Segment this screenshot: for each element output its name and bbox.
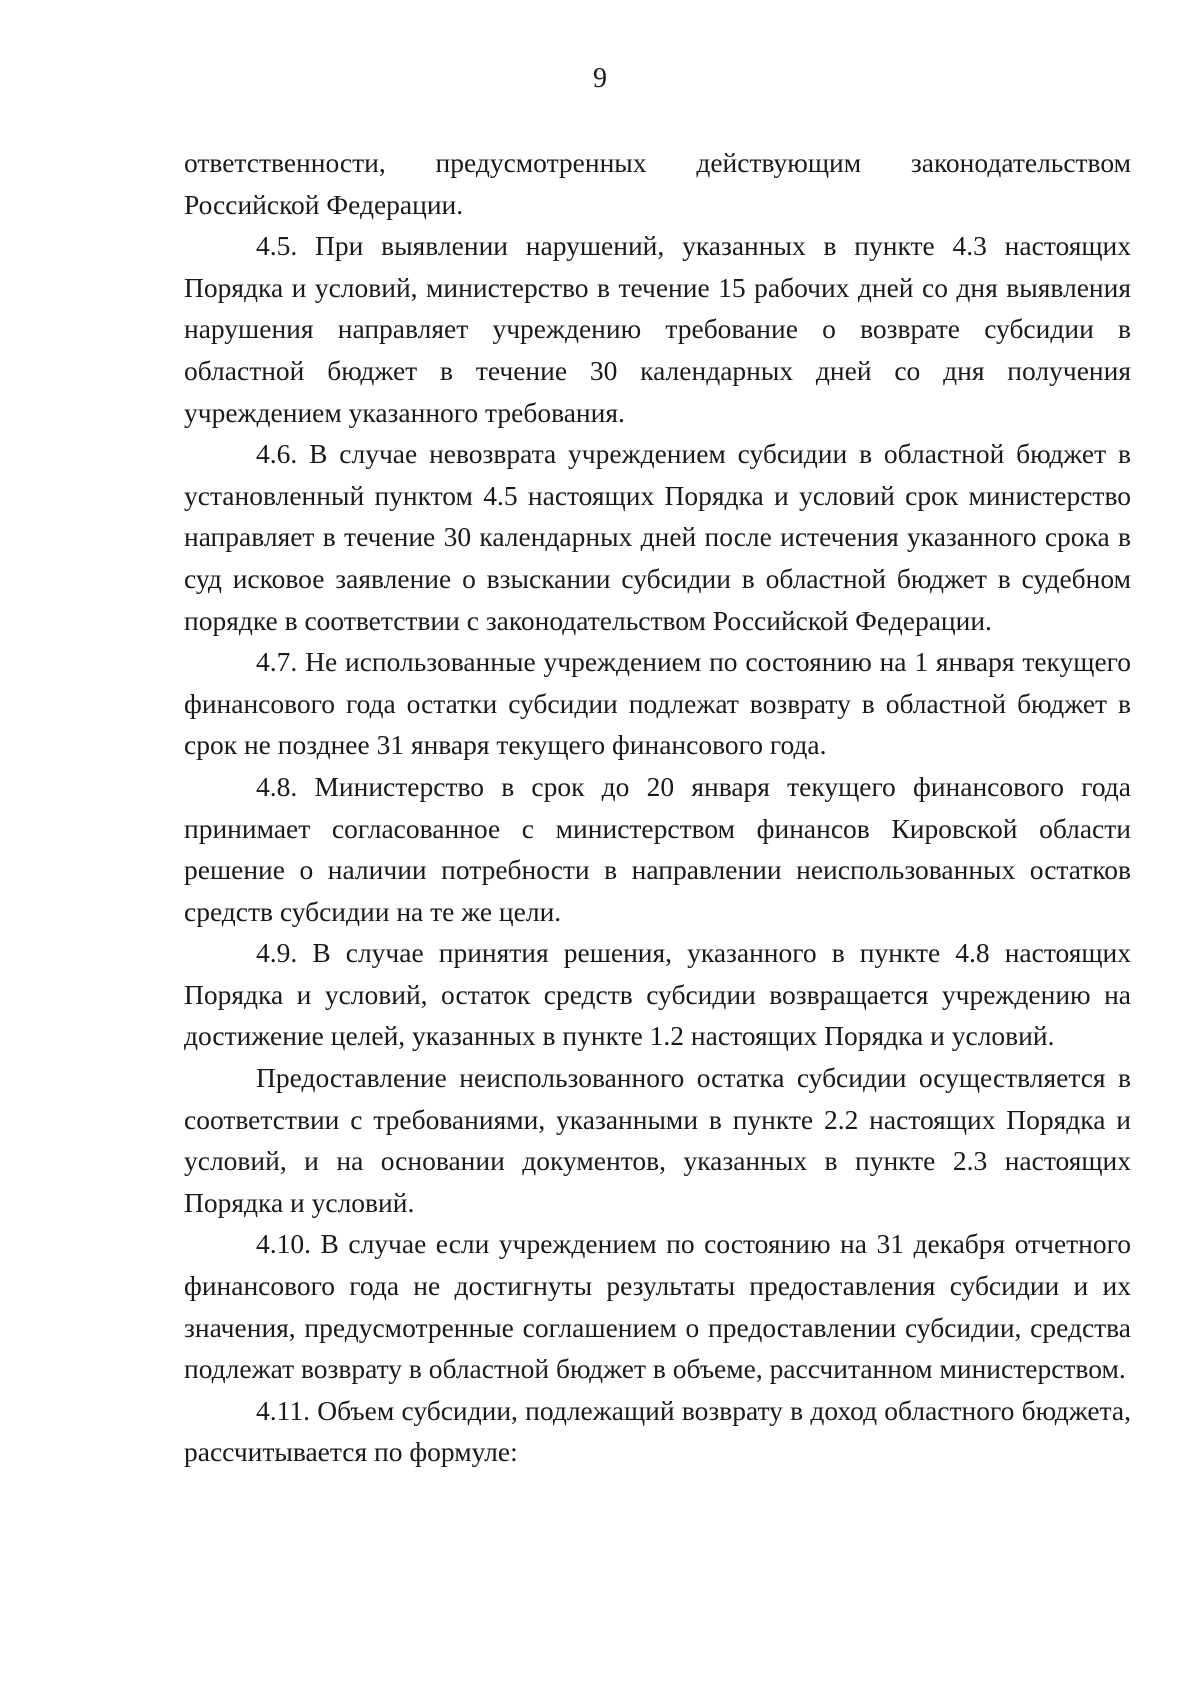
text-line: направляет в течение 30 календарных дней после истечения указанного срока <box>184 521 1110 553</box>
text-line: учреждением указанного требования. <box>184 396 625 428</box>
text-line: порядке в соответствии с законодательством Российской Федерации. <box>184 604 992 636</box>
paragraph-4-8 <box>184 766 1131 932</box>
text-line: 4.7. Не использованные учреждением по состоянию на 1 января <box>256 646 1015 678</box>
text-line: финансового года не достигнуты результаты предоставления субсидии и их <box>184 1270 1131 1302</box>
text-line: средства подлежат возврату в областной бюджет в объеме, рассчитанном <box>184 1311 1131 1385</box>
paragraph-unused-remainder <box>184 1057 1131 1223</box>
text-line: ответственности, предусмотренных действующим законодательством <box>184 147 1131 178</box>
paragraph-4-6 <box>184 433 1131 641</box>
text-line: условий, и на основании документов, указанных в пункте 2.3 настоящих <box>184 1145 1131 1177</box>
text-line: Российской Федерации. <box>184 188 464 220</box>
text-line: значения, предусмотренные соглашением о предоставлении субсидии, <box>184 1311 1022 1343</box>
paragraph-4-7 <box>184 641 1131 766</box>
text-line: текущего финансового года остатки субсидии подлежат возврату в областной <box>184 646 1131 719</box>
text-line: министерством. <box>939 1353 1126 1385</box>
text-line: 4.6. В случае невозврата учреждением субсидии в областной бюджет в <box>256 438 1131 470</box>
text-line: 4.8. Министерство в срок до 20 января текущего финансового года <box>256 770 1131 802</box>
text-line: Порядка и условий. <box>184 1186 415 1218</box>
text-line: Предоставление неиспользованного остатка субсидии осуществляется в <box>256 1062 1131 1094</box>
text-line: в суд исковое заявление о взыскании субсидии в областной бюджет в судебном <box>184 521 1131 594</box>
paragraph-4-9 <box>184 932 1131 1057</box>
text-line: достижение целей, указанных в пункте 1.2 настоящих Порядка <box>184 1020 924 1052</box>
text-line: принимает согласованное с министерством финансов Кировской области <box>184 812 1131 844</box>
paragraph-continuation <box>184 142 1131 225</box>
text-line: решение о наличии потребности в направлении неиспользованных остатков <box>184 854 1131 886</box>
text-line: Порядка и условий, министерство в течение 15 рабочих дней со дня выявления <box>184 271 1131 303</box>
document-body <box>184 142 1131 1473</box>
page-number: 9 <box>593 63 607 94</box>
text-line: средств субсидии на те же цели. <box>184 895 562 927</box>
text-line: областной бюджет в течение 30 календарных дней со дня получения <box>184 354 1131 386</box>
text-line: соответствии с требованиями, указанными в пункте 2.2 настоящих Порядка и <box>184 1103 1131 1135</box>
text-line: установленный пунктом 4.5 настоящих Порядка и условий срок министерство <box>184 479 1131 511</box>
text-line: 4.9. В случае принятия решения, указанного в пункте 4.8 настоящих <box>256 937 1131 969</box>
text-line: Порядка и условий, остаток средств субсидии возвращается учреждению на <box>184 978 1131 1010</box>
text-line: и условий. <box>930 1020 1055 1052</box>
paragraph-4-11 <box>184 1390 1131 1473</box>
paragraph-4-10 <box>184 1223 1131 1389</box>
text-line: 4.5. При выявлении нарушений, указанных в пункте 4.3 настоящих <box>256 230 1131 262</box>
text-line: бюджета, рассчитывается по формуле: <box>184 1394 1131 1468</box>
text-line: 4.10. В случае если учреждением по состоянию на 31 декабря отчетного <box>256 1228 1131 1260</box>
text-line: нарушения направляет учреждению требование о возврате субсидии в <box>184 313 1131 345</box>
text-line: бюджет в срок не позднее 31 января текущего финансового года. <box>184 687 1131 761</box>
paragraph-4-5 <box>184 225 1131 433</box>
text-line: 4.11. Объем субсидии, подлежащий возврату в доход областного <box>256 1394 1015 1426</box>
